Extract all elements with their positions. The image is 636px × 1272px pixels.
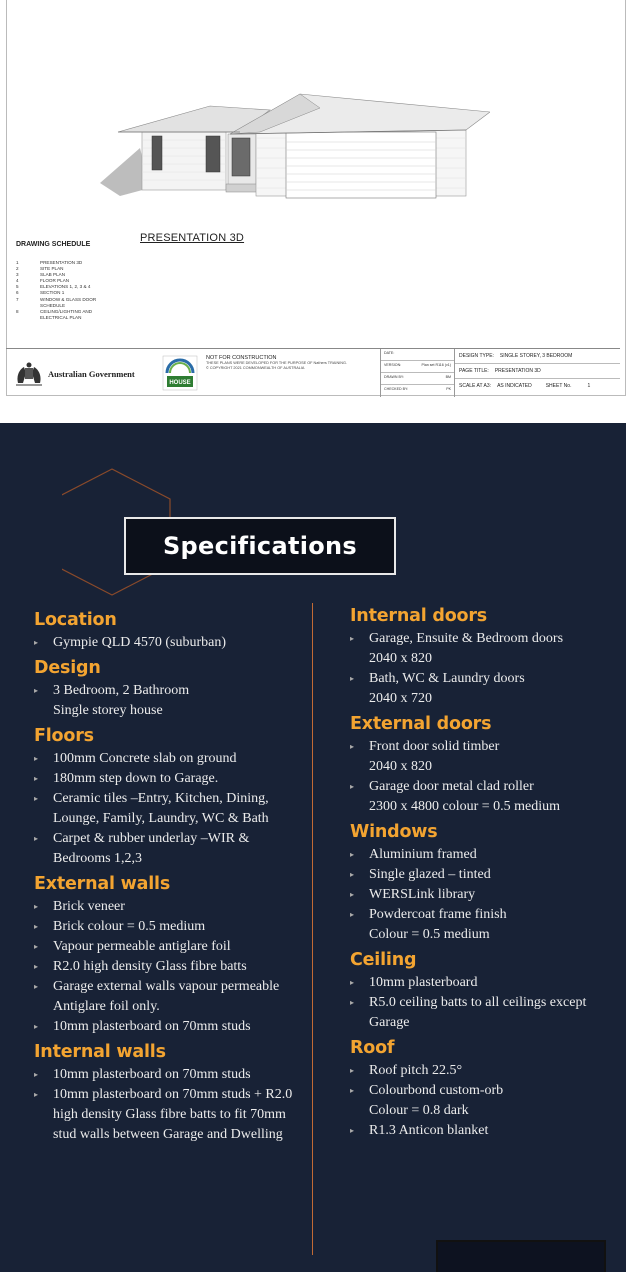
scale-row: SCALE AT A3: AS INDICATED SHEET No. 1	[459, 383, 591, 389]
drawing-schedule-list	[16, 260, 110, 321]
section-heading: Windows	[350, 822, 438, 842]
schedule-row: 6 SECTION 1	[16, 290, 65, 296]
specs-left-column	[34, 609, 304, 1149]
schedule-row: 1 PRESENTATION 3D	[16, 260, 83, 265]
bullet-icon: ▸	[350, 978, 355, 987]
list-item: ▸ Single glazed – tinted	[350, 865, 620, 885]
bullet-icon: ▸	[34, 922, 39, 931]
schedule-row: 5 ELEVATIONS 1, 2, 3 & 4	[16, 284, 91, 290]
list-item: ▸ Garage, Ensuite & Bedroom doors 2040 x 820	[350, 631, 564, 666]
bullet-icon: ▸	[34, 1022, 39, 1031]
list-item: ▸ 10mm plasterboard	[350, 973, 620, 993]
list-item: ▸ Vapour permeable antiglare foil	[34, 937, 304, 957]
schedule-row: 2 SITE PLAN	[16, 266, 64, 272]
specifications-panel	[0, 423, 626, 1272]
schedule-row: 3 SLAB PLAN	[16, 272, 66, 278]
list-item: ▸ Brick colour = 0.5 medium	[34, 917, 304, 937]
list-item: ▸ 100mm Concrete slab on ground	[34, 749, 304, 769]
spec-section-ceiling	[350, 949, 620, 1033]
bullet-icon: ▸	[350, 890, 355, 899]
government-name: Australian Government	[48, 369, 135, 379]
column-divider	[312, 603, 313, 1255]
list-item: ▸ Powdercoat frame finish Colour = 0.5 medium	[350, 907, 507, 942]
section-heading: Internal walls	[34, 1042, 166, 1062]
revision-block	[380, 349, 454, 397]
bullet-icon: ▸	[34, 834, 39, 843]
list-item: ▸ Ceramic tiles –Entry, Kitchen, Dining, Lounge, Family, Laundry, WC & Bath	[34, 791, 269, 826]
list-item: ▸ R5.0 ceiling batts to all ceilings except Garage	[350, 995, 587, 1030]
specifications-title-box	[124, 517, 396, 575]
list-item: ▸ WERSLink library	[350, 885, 620, 905]
section-heading: External doors	[350, 714, 492, 734]
bullet-icon: ▸	[34, 982, 39, 991]
list-item: ▸ 10mm plasterboard on 70mm studs + R2.0 high density Glass fibre batts to fit 70mm stud walls between Garage and Dwelling	[34, 1087, 293, 1142]
list-item: ▸ Garage external walls vapour permeable Antiglare foil only.	[34, 979, 280, 1014]
bullet-icon: ▸	[350, 1126, 355, 1135]
bullet-icon: ▸	[34, 794, 39, 803]
bullet-icon: ▸	[350, 870, 355, 879]
page-title-row: PAGE TITLE: PRESENTATION 3D	[455, 364, 620, 379]
list-item: ▸ Front door solid timber 2040 x 820	[350, 739, 500, 774]
bullet-icon: ▸	[350, 850, 355, 859]
bullet-icon: ▸	[350, 998, 355, 1007]
section-heading: Internal doors	[350, 606, 488, 626]
bullet-icon: ▸	[350, 782, 355, 791]
bullet-icon: ▸	[34, 754, 39, 763]
list-item: ▸ 10mm plasterboard on 70mm studs	[34, 1017, 304, 1037]
construction-notice	[206, 355, 380, 371]
bullet-icon: ▸	[34, 962, 39, 971]
spec-section-roof	[350, 1037, 620, 1141]
bullet-icon: ▸	[34, 638, 39, 647]
bullet-icon: ▸	[34, 1070, 39, 1079]
bullet-icon: ▸	[34, 902, 39, 911]
nathers-house-icon	[160, 353, 200, 393]
list-item: ▸ 180mm step down to Garage.	[34, 769, 304, 789]
spec-section-internal-walls	[34, 1041, 304, 1145]
sheet-info-block	[454, 349, 620, 397]
training-notice: THESE PLANS WERE DEVELOPED FOR THE PURPOSE OF Nathers TRAINING.	[206, 361, 348, 365]
house-3d-render	[90, 88, 490, 218]
bullet-icon: ▸	[350, 634, 355, 643]
schedule-row: 4 FLOOR PLAN	[16, 278, 70, 284]
spec-section-floors	[34, 725, 304, 869]
bullet-icon: ▸	[34, 1090, 39, 1099]
list-item: ▸ 3 Bedroom, 2 Bathroom Single storey house	[34, 683, 190, 718]
list-item: ▸ Garage door metal clad roller 2300 x 4800 colour = 0.5 medium	[350, 779, 561, 814]
schedule-row: 8 CEILING/LIGHTING AND ELECTRICAL PLAN	[16, 308, 93, 320]
checked-by-row: CHECKED BY: PK	[384, 387, 451, 391]
spec-section-external-doors	[350, 713, 620, 817]
bullet-icon: ▸	[350, 674, 355, 683]
list-item: ▸ Brick veneer	[34, 897, 304, 917]
corner-decoration	[436, 1240, 606, 1272]
drawn-by-row: DRAWN BY: BM	[381, 373, 454, 385]
list-item: ▸ 10mm plasterboard on 70mm studs	[34, 1065, 304, 1085]
list-item: ▸ Roof pitch 22.5°	[350, 1061, 620, 1081]
list-item: ▸ Aluminium framed	[350, 845, 620, 865]
section-heading: Design	[34, 658, 101, 678]
schedule-row: 7 WINDOW & GLASS DOOR SCHEDULE	[16, 296, 97, 308]
list-item: ▸ Bath, WC & Laundry doors 2040 x 720	[350, 671, 525, 706]
section-heading: Floors	[34, 726, 94, 746]
drawing-schedule-title: DRAWING SCHEDULE	[16, 241, 91, 248]
spec-section-design	[34, 657, 304, 721]
spec-section-internal-doors	[350, 605, 620, 709]
section-heading: Ceiling	[350, 950, 417, 970]
list-item: ▸ Colourbond custom-orb Colour = 0.8 dark	[350, 1083, 504, 1118]
government-logo	[14, 357, 160, 391]
title-block	[6, 348, 620, 396]
date-row: DATE:	[381, 349, 454, 361]
section-heading: External walls	[34, 874, 171, 894]
bullet-icon: ▸	[350, 742, 355, 751]
specifications-title: Specifications	[162, 532, 358, 560]
list-item: ▸ Gympie QLD 4570 (suburban)	[34, 633, 304, 653]
design-type-row: DESIGN TYPE: SINGLE STOREY, 3 BEDROOM	[455, 349, 620, 364]
drawing-sheet	[0, 0, 636, 404]
not-for-construction: NOT FOR CONSTRUCTION	[206, 355, 277, 361]
list-item: ▸ R1.3 Anticon blanket	[350, 1121, 620, 1141]
section-heading: Location	[34, 610, 117, 630]
spec-section-windows	[350, 821, 620, 945]
spec-section-location	[34, 609, 304, 653]
bullet-icon: ▸	[350, 910, 355, 919]
list-item: ▸ Carpet & rubber underlay –WIR & Bedrooms 1,2,3	[34, 831, 250, 866]
presentation-title: PRESENTATION 3D	[140, 232, 245, 244]
version-row: VERSION: Plan set R116 (v1)	[381, 361, 454, 373]
coat-of-arms-icon	[14, 361, 44, 387]
section-heading: Roof	[350, 1038, 395, 1058]
bullet-icon: ▸	[34, 686, 39, 695]
copyright-notice: © COPYRIGHT 2021 COMMONWEALTH OF AUSTRALIA	[206, 366, 305, 370]
specs-right-column	[350, 605, 620, 1145]
spec-section-external-walls	[34, 873, 304, 1037]
bullet-icon: ▸	[350, 1086, 355, 1095]
bullet-icon: ▸	[34, 774, 39, 783]
list-item: ▸ R2.0 high density Glass fibre batts	[34, 957, 304, 977]
bullet-icon: ▸	[34, 942, 39, 951]
house-badge-text: HOUSE	[169, 380, 191, 386]
bullet-icon: ▸	[350, 1066, 355, 1075]
